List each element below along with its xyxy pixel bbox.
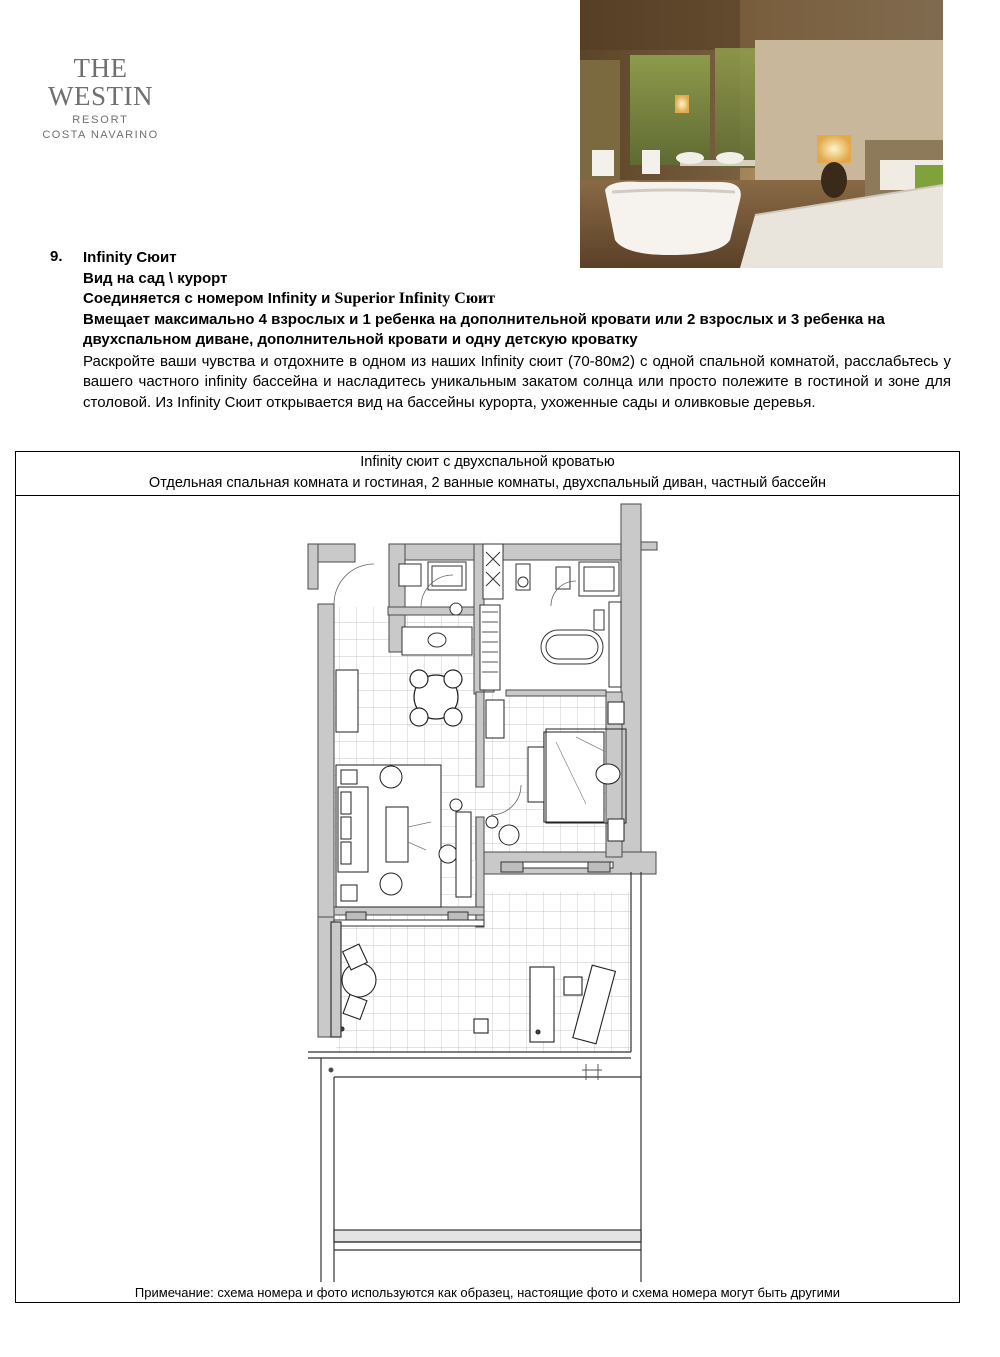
suite-photo (580, 0, 943, 268)
suite-capacity: Вмещает максимально 4 взрослых и 1 ребенка на дополнительной кровати или 2 взрослых и 3 ребенка на двухспальном диване, дополнительной кровати и одну детскую кроватку (83, 310, 885, 348)
suite-view: Вид на сад \ курорт (83, 269, 228, 287)
suite-description-block (83, 248, 951, 413)
logo-brand: THE WESTIN (48, 53, 153, 111)
suite-description: Раскройте ваши чувства и отдохните в одном из наших Infinity сюит (70-80м2) с одной спальной комнатой, расслабьтесь у вашего частного infinity бассейна и насладитесь уникальным закатом солнца или просто полежите в гостиной и зоне для столовой. Из Infinity Сюит открывается вид на бассейны курорта, ухоженные сады и оливковые деревья. (83, 352, 951, 411)
suite-connects-suffix: Superior Infinity Сюит (334, 290, 496, 307)
suite-connects-prefix: Соединяется с номером Infinity и (83, 290, 331, 307)
floor-plan-title: Infinity сюит с двухспальной кроватью (360, 454, 615, 470)
logo-resort: RESORT (72, 114, 129, 126)
floor-plan-subtitle: Отдельная спальная комната и гостиная, 2 ванные комнаты, двухспальный диван, частный бассейн (148, 475, 827, 491)
item-number: 9. (50, 248, 63, 265)
hotel-logo (18, 54, 183, 141)
floor-plan-drawing (16, 452, 961, 1304)
floor-plan-frame (15, 451, 960, 1303)
floor-plan-note: Примечание: схема номера и фото используются как образец, настоящие фото и схема номера могут быть другими (134, 1285, 841, 1300)
suite-connects (83, 289, 951, 310)
suite-title: Infinity Сюит (83, 249, 177, 266)
logo-location: COSTA NAVARINO (42, 129, 159, 141)
